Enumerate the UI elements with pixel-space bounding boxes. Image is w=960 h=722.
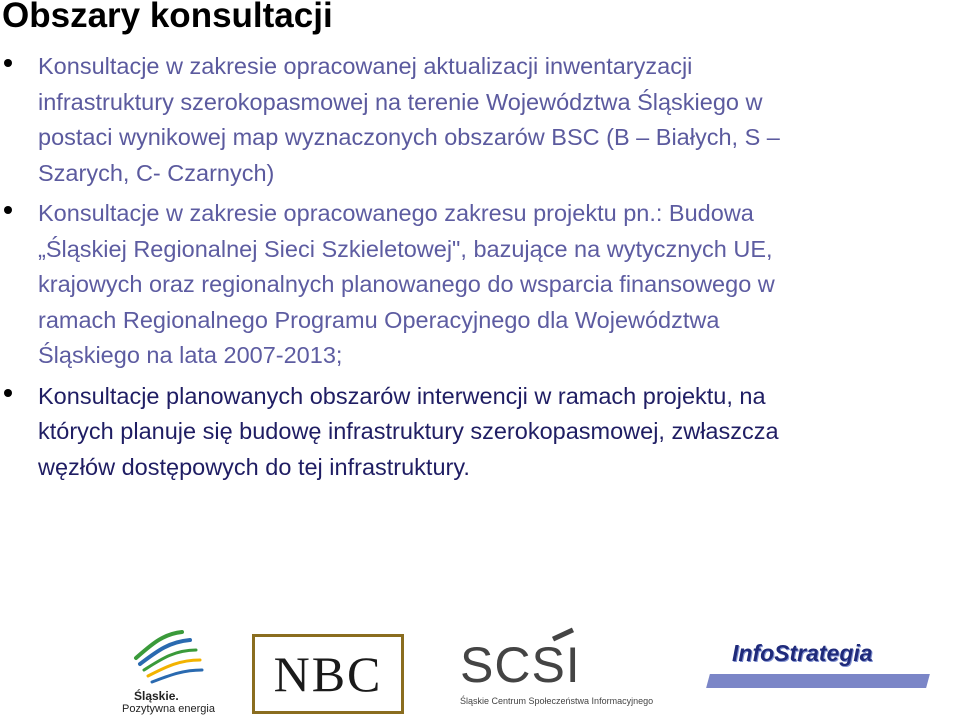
bullet-item: [0, 379, 960, 486]
bullet-dot-icon: [4, 59, 12, 67]
slaskie-wave-icon: [130, 628, 210, 688]
slaskie-tagline: Pozytywna energia: [122, 703, 215, 715]
bullet-list: [0, 49, 960, 485]
bullet-line: „Śląskiej Regionalnej Sieci Szkieletowej", bazujące na wytycznych UE,: [38, 235, 773, 262]
bullet-dot-icon: [4, 206, 12, 214]
bullet-line: ramach Regionalnego Programu Operacyjnego dla Województwa: [38, 306, 720, 333]
infostrategia-logo-text: InfoStrategia: [732, 640, 873, 666]
bullet-line: postaci wynikowej map wyznaczonych obszarów BSC (B – Białych, S –: [38, 124, 780, 150]
bullet-line: Konsultacje planowanych obszarów interwencji w ramach projektu, na: [38, 382, 766, 409]
slide-title: Obszary konsultacji: [2, 0, 333, 35]
bullet-item: [0, 49, 960, 191]
scsi-logo-subtitle: Śląskie Centrum Społeczeństwa Informacyjnego: [460, 696, 654, 706]
bullet-item: [0, 196, 960, 374]
partner-logos: [0, 620, 960, 720]
bullet-line: krajowych oraz regionalnych planowanego do wsparcia finansowego w: [38, 271, 775, 297]
bullet-line: infrastruktury szerokopasmowej na terenie Województwa Śląskiego w: [38, 88, 763, 115]
scsi-logo: [460, 638, 660, 718]
bullet-line: Śląskiego na lata 2007-2013;: [38, 342, 343, 368]
slaskie-logo: [122, 628, 222, 718]
infostrategia-band-icon: [706, 674, 930, 688]
bullet-line: Szarych, C- Czarnych): [38, 159, 275, 186]
bullet-line: Konsultacje w zakresie opracowanej aktualizacji inwentaryzacji: [38, 53, 693, 79]
bullet-line: których planuje się budowę infrastruktury szerokopasmowej, zwłaszcza: [38, 418, 779, 444]
scsi-logo-text: SCSI: [460, 637, 581, 693]
bullet-dot-icon: [4, 389, 12, 397]
bullet-line: węzłów dostępowych do tej infrastruktury.: [38, 453, 470, 480]
infostrategia-logo: [708, 636, 928, 696]
slaskie-name: Śląskie.: [134, 689, 179, 703]
nbc-logo-text: NBC: [273, 646, 383, 702]
nbc-logo: [252, 634, 404, 714]
bullet-line: Konsultacje w zakresie opracowanego zakresu projektu pn.: Budowa: [38, 200, 754, 226]
